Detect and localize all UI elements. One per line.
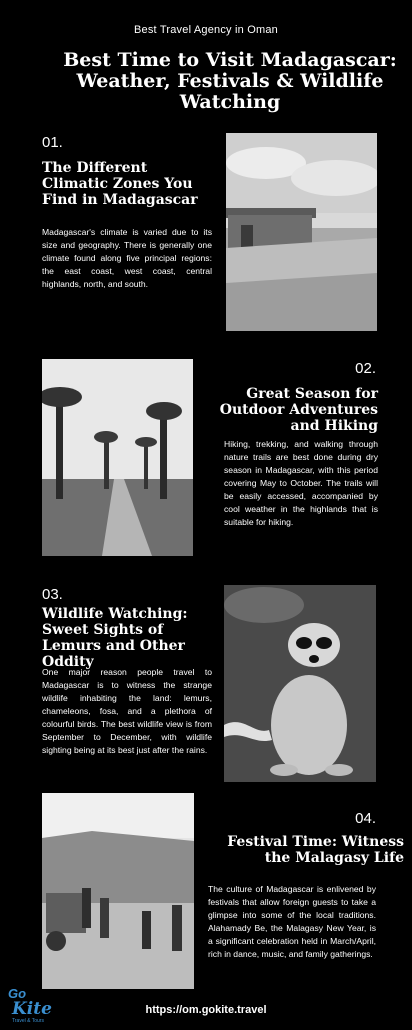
- section-4-body: The culture of Madagascar is enlivened by festivals that allow foreign guests to take a glimpse into some of the local traditions. Alahamady Be, the Malagasy New Year, is a significant celebration held in March/April, rich in dance, music, and family gatherings.: [208, 884, 376, 959]
- village-people-photo: [42, 793, 194, 989]
- section-4-number: 04.: [355, 810, 376, 827]
- hut-photo: [226, 133, 377, 331]
- section-3-number: 03.: [42, 586, 63, 603]
- section-1-body: Madagascar's climate is varied due to its size and geography. There is generally one climate found along five principal regions: the east coast, west coast, central highlands, north, and south.: [42, 227, 212, 289]
- section-3-heading: Wildlife Watching: Sweet Sights of Lemurs and Other Oddity: [42, 606, 188, 670]
- section-3-body: One major reason people travel to Madagascar is to witness the strange wildlife inhabiting the land: lemurs, chameleons, fosa, and a plethora of colourful birds. The best wildlife view is from September to December, with wildlife sighting being at its best just after the rains.: [42, 667, 212, 755]
- section-4-heading: Festival Time: Witness the Malagasy Life: [227, 834, 404, 866]
- section-2-number: 02.: [355, 360, 376, 377]
- agency-tagline: Best Travel Agency in Oman: [134, 24, 278, 36]
- section-2-heading: Great Season for Outdoor Adventures and Hiking: [219, 386, 378, 434]
- logo-go-text: Go: [8, 986, 27, 1001]
- lemur-photo: [224, 585, 376, 782]
- page-title: Best Time to Visit Madagascar: Weather, Festivals & Wildlife Watching: [63, 49, 397, 113]
- logo-tagline: Travel & Tours: [12, 1018, 44, 1024]
- website-link[interactable]: https://om.gokite.travel: [145, 1004, 267, 1016]
- section-2-body: Hiking, trekking, and walking through nature trails are best done during dry season in Madagascar, with this period covering May to October. The trails will be easily accessed, accompanied by cool weather in the highlands that is suitable for hiking.: [224, 439, 378, 527]
- logo-kite-text: Kite: [12, 999, 52, 1019]
- baobab-avenue-photo: [42, 359, 193, 556]
- section-1-number: 01.: [42, 134, 63, 151]
- section-1-heading: The Different Climatic Zones You Find in Madagascar: [42, 160, 198, 208]
